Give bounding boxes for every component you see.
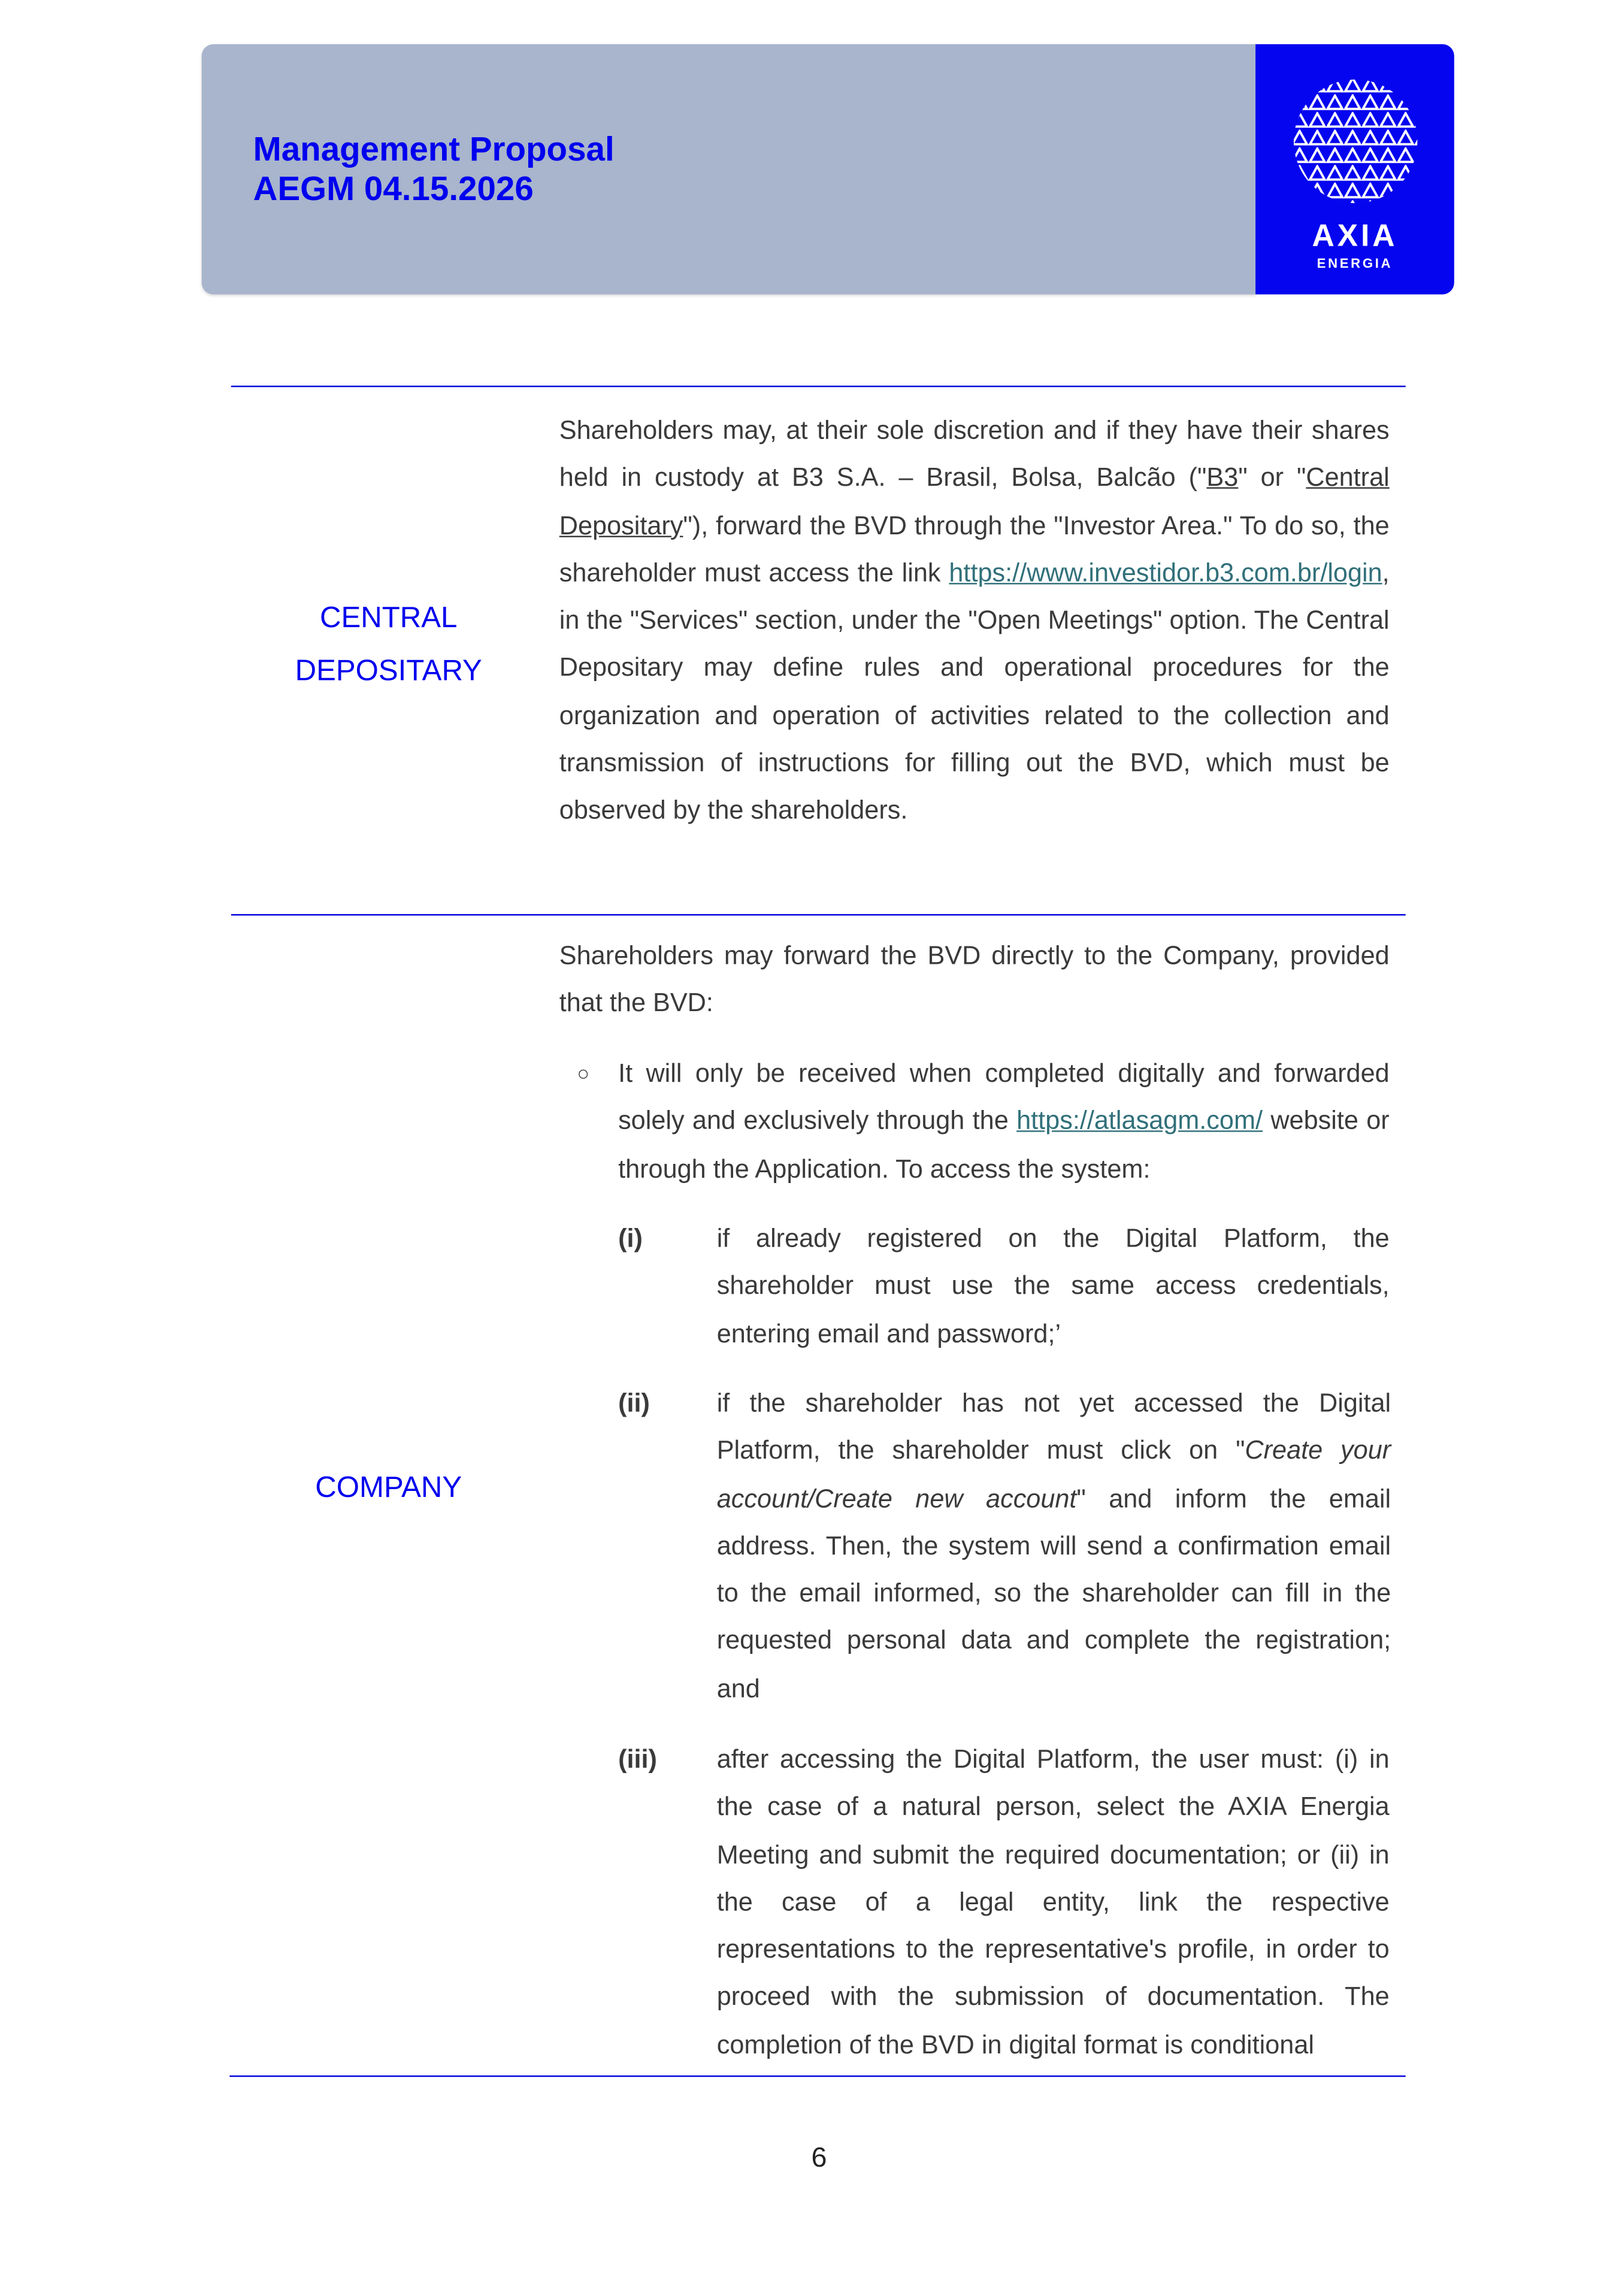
item-number: (ii): [618, 1388, 650, 1418]
text: , in the "Services" section, under the "Open Meetings" option. The Central Depositary may define rules and operational procedures for the organization and operation of activities related to the collection and transmission of instructions for filling out the BVD, which must be observed by the shareholders.: [559, 558, 1390, 825]
logo-brand: AXIA: [1312, 219, 1398, 253]
item-number: (iii): [618, 1744, 657, 1774]
section-label-central-depositary: [235, 592, 541, 698]
company-intro: Shareholders may forward the BVD directly to the Company, provided that the BVD:: [559, 940, 1390, 1018]
label-line: DEPOSITARY: [295, 655, 482, 688]
page-number: 6: [811, 2143, 827, 2174]
text: website or through the Application. To access the system:: [618, 1106, 1390, 1183]
logo-subtitle: ENERGIA: [1317, 256, 1393, 271]
item-text: if already registered on the Digital Platform, the shareholder must use the same access credentials, entering email and password;’: [716, 1223, 1390, 1348]
create-account-term: Create your account/Create new account: [716, 1435, 1391, 1513]
investor-b3-link[interactable]: https://www.investidor.b3.com.br/login: [949, 558, 1382, 588]
central-depositary-term: Central Depositary: [559, 462, 1390, 540]
section-label-company: COMPANY: [315, 1472, 462, 1505]
item-text: [717, 1379, 1391, 1712]
central-depositary-text: [559, 406, 1390, 834]
document-title: [253, 129, 615, 209]
text: Shareholders may, at their sole discretion and if they have their shares held in custody at B3 S.A. – Brasil, Bolsa, Balcão (": [559, 415, 1390, 492]
label-line: CENTRAL: [320, 602, 458, 635]
axia-logo: [1255, 44, 1454, 295]
divider: [231, 386, 1406, 387]
divider: [231, 914, 1406, 915]
title-line-2: AEGM 04.15.2026: [253, 169, 534, 208]
item-number: (i): [618, 1223, 643, 1253]
text: " and inform the email address. Then, the system will send a confirmation email to the email informed, so the shareholder can fill in the requested personal data and complete the registration; and: [716, 1483, 1391, 1703]
globe-icon: [1291, 77, 1420, 206]
text: if the shareholder has not yet accessed the Digital Platform, the shareholder must click on ": [716, 1388, 1391, 1465]
text: It will only be received when completed digitally and forwarded solely and exclusively through the: [618, 1058, 1390, 1136]
header-banner: [202, 44, 1255, 295]
b3-term: B3: [1206, 462, 1239, 492]
divider: [229, 2076, 1405, 2077]
text: " or ": [1238, 462, 1306, 492]
bullet-icon: ○: [577, 1061, 590, 1085]
item-text: after accessing the Digital Platform, the user must: (i) in the case of a natural person, select the AXIA Energia Meeting and submit the required documentation; or (ii) in the case of a legal entity, link the respective representations to the representative's profile, in order to proceed with the submission of documentation. The completion of the BVD in digital format is conditional: [716, 1744, 1390, 2059]
bullet-text: [618, 1049, 1390, 1192]
title-line-1: Management Proposal: [253, 129, 615, 168]
atlasagm-link[interactable]: https://atlasagm.com/: [1016, 1106, 1263, 1136]
text: "), forward the BVD through the "Investor Area." To do so, the shareholder must access the link: [559, 510, 1390, 588]
